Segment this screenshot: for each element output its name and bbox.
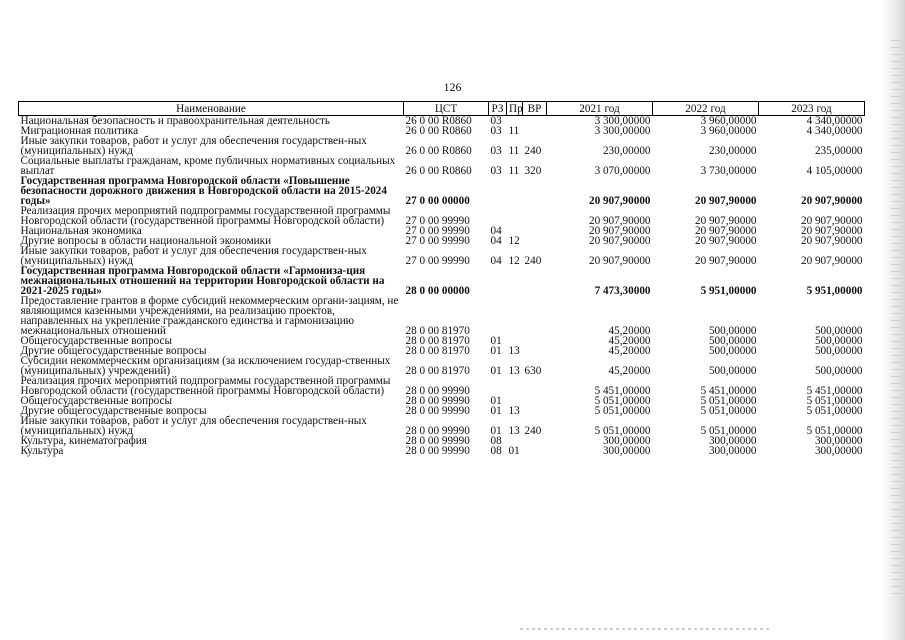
budget-table-container [18, 101, 865, 456]
cst-cell: 28 0 00 81970 [405, 325, 470, 337]
cst-cell: 27 0 00 00000 [405, 195, 470, 207]
rz-cell: 01 [490, 425, 502, 437]
name-cell: Национальная экономика [20, 225, 142, 237]
value-2023-cell: 5 051,00000 [806, 395, 863, 407]
cst-cell: 27 0 00 99990 [405, 235, 470, 247]
pr-cell [507, 296, 523, 336]
table-row [19, 136, 865, 156]
rz-cell: 01 [490, 405, 502, 417]
value-2023-cell: 20 907,90000 [800, 235, 863, 247]
rz-cell [489, 266, 507, 296]
value-2023-cell: 4 340,00000 [806, 125, 863, 137]
value-2021-cell: 20 907,90000 [588, 235, 651, 247]
pr-cell: 13 [508, 425, 520, 437]
rz-cell: 03 [490, 145, 502, 157]
vr-cell: 630 [524, 365, 542, 377]
vr-cell [523, 346, 547, 356]
value-2021-cell: 20 907,90000 [588, 225, 651, 237]
pr-cell: 11 [508, 145, 520, 157]
vr-cell [523, 396, 547, 406]
name-cell: Миграционная политика [20, 125, 139, 137]
vr-cell [523, 436, 547, 446]
vr-cell [523, 446, 547, 456]
name-cell: Государственная программа Новгородской области «Повышение безопасности дорожного движения в Новгородской области на 2015-2024 годы» [20, 175, 387, 207]
pr-cell [507, 376, 523, 396]
value-2022-cell: 500,00000 [708, 345, 757, 357]
header-row [19, 102, 865, 116]
rz-cell: 03 [490, 115, 502, 127]
value-2023-cell: 235,00000 [814, 145, 863, 157]
value-2022-cell: 20 907,90000 [694, 215, 757, 227]
value-2021-cell: 3 300,00000 [594, 115, 651, 127]
name-cell: Культура, кинематография [20, 435, 147, 447]
value-2022-cell: 20 907,90000 [694, 225, 757, 237]
value-2021-cell: 3 300,00000 [594, 125, 651, 137]
value-2022-cell: 20 907,90000 [694, 195, 757, 207]
header-vr: ВР [523, 102, 547, 116]
budget-table [18, 101, 865, 456]
header-2022: 2022 год [653, 102, 759, 116]
scan-noise [891, 40, 901, 600]
value-2021-cell: 45,20000 [608, 345, 651, 357]
value-2021-cell: 20 907,90000 [588, 255, 651, 267]
cst-cell: 28 0 00 81970 [405, 345, 470, 357]
name-cell: Общегосударственные вопросы [20, 335, 173, 347]
rz-cell: 01 [490, 345, 502, 357]
value-2023-cell: 20 907,90000 [800, 195, 863, 207]
name-cell: Предоставление грантов в форме субсидий некоммерческим органи-зациям, не являющимся казенными учреждениями, на реализацию проектов, направленных на укрепление гражданского единства и гармонизацию межнациональных отношений [20, 295, 399, 337]
value-2021-cell: 5 051,00000 [594, 425, 651, 437]
value-2022-cell: 5 051,00000 [700, 425, 757, 437]
cst-cell: 28 0 00 00000 [405, 285, 470, 297]
rz-cell [489, 296, 507, 336]
value-2023-cell: 5 951,00000 [806, 285, 863, 297]
value-2023-cell: 300,00000 [814, 445, 863, 457]
table-row [19, 296, 865, 336]
header-name: Наименование [19, 102, 404, 116]
table-row [19, 376, 865, 396]
value-2023-cell: 20 907,90000 [800, 225, 863, 237]
name-cell: Социальные выплаты гражданам, кроме публичных нормативных социальных выплат [20, 155, 396, 177]
pr-cell: 11 [508, 125, 520, 137]
table-row [19, 266, 865, 296]
header-pr: Пр [507, 102, 523, 116]
value-2022-cell: 500,00000 [708, 335, 757, 347]
value-2021-cell: 3 070,00000 [594, 165, 651, 177]
value-2023-cell: 20 907,90000 [800, 215, 863, 227]
rz-cell: 01 [490, 365, 502, 377]
cst-cell: 28 0 00 81970 [405, 335, 470, 347]
pr-cell: 01 [508, 445, 520, 457]
value-2023-cell: 4 340,00000 [806, 115, 863, 127]
vr-cell [523, 126, 547, 136]
name-cell: Субсидии некоммерческим организациям (за исключением государ-ственных (муниципальных) учреждений) [20, 355, 391, 377]
value-2022-cell: 5 451,00000 [700, 385, 757, 397]
cst-cell: 26 0 00 R0860 [405, 125, 472, 137]
value-2021-cell: 5 051,00000 [594, 395, 651, 407]
name-cell: Национальная безопасность и правоохранительная деятельность [20, 115, 331, 127]
pr-cell: 13 [508, 345, 520, 357]
value-2021-cell: 20 907,90000 [588, 215, 651, 227]
pr-cell: 12 [508, 235, 520, 247]
table-row [19, 176, 865, 206]
name-cell: Культура [20, 445, 64, 457]
value-2023-cell: 4 105,00000 [806, 165, 863, 177]
vr-cell [523, 406, 547, 416]
page-number: 126 [443, 80, 462, 94]
name-cell: Иные закупки товаров, работ и услуг для обеспечения государствен-ных (муниципальных) нужд [20, 135, 367, 157]
value-2022-cell: 500,00000 [708, 325, 757, 337]
cst-cell: 26 0 00 R0860 [405, 165, 472, 177]
pr-cell: 12 [508, 255, 520, 267]
name-cell: Иные закупки товаров, работ и услуг для обеспечения государствен-ных (муниципальных) нужд [20, 245, 367, 267]
cst-cell: 28 0 00 99990 [405, 435, 470, 447]
value-2023-cell: 20 907,90000 [800, 255, 863, 267]
vr-cell: 320 [524, 165, 542, 177]
value-2022-cell: 5 051,00000 [700, 395, 757, 407]
rz-cell: 04 [490, 255, 502, 267]
rz-cell: 01 [490, 335, 502, 347]
vr-cell [523, 236, 547, 246]
value-2023-cell: 300,00000 [814, 435, 863, 447]
value-2022-cell: 5 051,00000 [700, 405, 757, 417]
vr-cell [523, 266, 547, 296]
cst-cell: 28 0 00 99990 [405, 445, 470, 457]
rz-cell [489, 176, 507, 206]
name-cell: Реализация прочих мероприятий подпрограммы государственной программы Новгородской области (государственной программы Новгородской области) [20, 375, 391, 397]
vr-cell [523, 296, 547, 336]
value-2021-cell: 45,20000 [608, 325, 651, 337]
cst-cell: 28 0 00 99990 [405, 425, 470, 437]
cst-cell: 28 0 00 99990 [405, 395, 470, 407]
header-rz: РЗ [489, 102, 507, 116]
value-2023-cell: 5 051,00000 [806, 425, 863, 437]
table-row [19, 246, 865, 266]
value-2021-cell: 5 051,00000 [594, 405, 651, 417]
value-2022-cell: 3 960,00000 [700, 125, 757, 137]
value-2022-cell: 3 960,00000 [700, 115, 757, 127]
name-cell: Другие вопросы в области национальной экономики [20, 235, 272, 247]
value-2021-cell: 300,00000 [602, 435, 651, 447]
table-row [19, 206, 865, 226]
pr-cell: 13 [508, 405, 520, 417]
vr-cell: 240 [524, 145, 542, 157]
value-2021-cell: 5 451,00000 [594, 385, 651, 397]
table-header [19, 102, 865, 116]
value-2023-cell: 500,00000 [814, 325, 863, 337]
header-cst: ЦСТ [404, 102, 489, 116]
vr-cell [523, 336, 547, 346]
table-row [19, 416, 865, 436]
cst-cell: 27 0 00 99990 [405, 255, 470, 267]
pr-cell: 13 [508, 365, 520, 377]
scan-smudge [520, 628, 770, 630]
vr-cell [523, 226, 547, 236]
cst-cell: 26 0 00 R0860 [405, 115, 472, 127]
rz-cell [489, 376, 507, 396]
cst-cell: 27 0 00 99990 [405, 225, 470, 237]
vr-cell [523, 116, 547, 127]
cst-cell: 28 0 00 81970 [405, 365, 470, 377]
value-2021-cell: 230,00000 [602, 145, 651, 157]
rz-cell: 04 [490, 225, 502, 237]
rz-cell: 08 [490, 445, 502, 457]
pr-cell [507, 266, 523, 296]
table-row [19, 156, 865, 176]
header-2021: 2021 год [547, 102, 653, 116]
value-2022-cell: 300,00000 [708, 435, 757, 447]
value-2021-cell: 45,20000 [608, 365, 651, 377]
value-2021-cell: 7 473,30000 [594, 285, 651, 297]
value-2023-cell: 5 451,00000 [806, 385, 863, 397]
rz-cell: 08 [490, 435, 502, 447]
value-2022-cell: 20 907,90000 [694, 235, 757, 247]
cst-cell: 28 0 00 99990 [405, 405, 470, 417]
cst-cell: 26 0 00 R0860 [405, 145, 472, 157]
value-2023-cell: 5 051,00000 [806, 405, 863, 417]
value-2022-cell: 3 730,00000 [700, 165, 757, 177]
value-2022-cell: 500,00000 [708, 365, 757, 377]
name-cell: Государственная программа Новгородской области «Гармониза-ция межнациональных отношений на территории Новгородской области на 2021-2025 годы» [20, 265, 385, 297]
name-cell: Общегосударственные вопросы [20, 395, 173, 407]
rz-cell: 04 [490, 235, 502, 247]
pr-cell [507, 206, 523, 226]
value-2023-cell: 500,00000 [814, 345, 863, 357]
value-2023-cell: 500,00000 [814, 335, 863, 347]
rz-cell [489, 206, 507, 226]
cst-cell: 27 0 00 99990 [405, 215, 470, 227]
vr-cell [523, 176, 547, 206]
pr-cell [507, 176, 523, 206]
vr-cell [523, 376, 547, 396]
header-2023: 2023 год [759, 102, 865, 116]
rz-cell: 03 [490, 125, 502, 137]
value-2022-cell: 230,00000 [708, 145, 757, 157]
table-row [19, 446, 865, 456]
vr-cell: 240 [524, 425, 542, 437]
name-cell: Другие общегосударственные вопросы [20, 345, 207, 357]
table-row [19, 356, 865, 376]
cst-cell: 28 0 00 99990 [405, 385, 470, 397]
name-cell: Реализация прочих мероприятий подпрограммы государственной программы Новгородской области (государственной программы Новгородской области) [20, 205, 391, 227]
rz-cell: 01 [490, 395, 502, 407]
scan-page-edge [883, 0, 905, 640]
value-2021-cell: 20 907,90000 [588, 195, 651, 207]
pr-cell: 11 [508, 165, 520, 177]
vr-cell [523, 206, 547, 226]
name-cell: Иные закупки товаров, работ и услуг для обеспечения государствен-ных (муниципальных) нужд [20, 415, 367, 437]
value-2022-cell: 300,00000 [708, 445, 757, 457]
value-2022-cell: 5 951,00000 [700, 285, 757, 297]
value-2022-cell: 20 907,90000 [694, 255, 757, 267]
value-2021-cell: 45,20000 [608, 335, 651, 347]
vr-cell: 240 [524, 255, 542, 267]
rz-cell: 03 [490, 165, 502, 177]
value-2021-cell: 300,00000 [602, 445, 651, 457]
table-body [19, 116, 865, 457]
name-cell: Другие общегосударственные вопросы [20, 405, 207, 417]
value-2023-cell: 500,00000 [814, 365, 863, 377]
